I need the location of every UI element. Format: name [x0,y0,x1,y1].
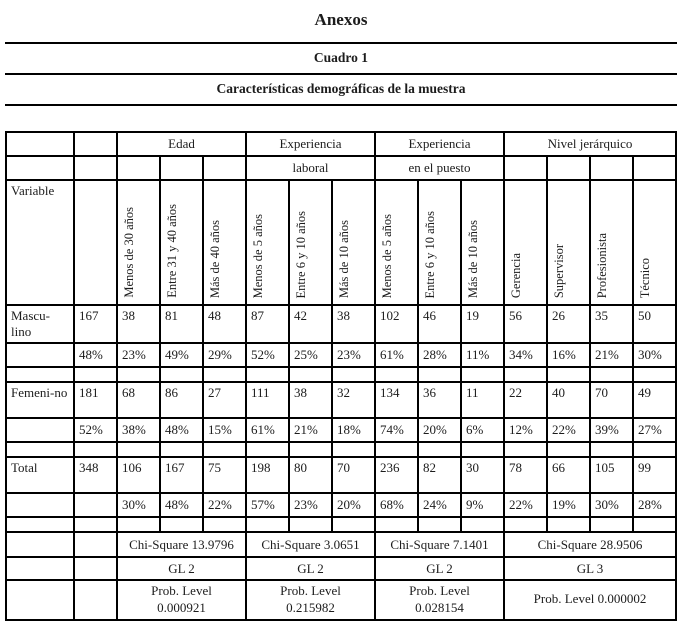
column-header [590,180,633,305]
data-cell: 9% [461,493,504,517]
column-header [117,180,160,305]
prob-level-exp-puesto [375,580,504,620]
data-cell: 66 [547,457,590,493]
empty-cell [590,442,633,457]
data-cell: 38 [332,305,375,343]
data-cell: 11 [461,382,504,418]
spacer-row [6,517,676,532]
empty-cell [504,442,547,457]
empty-cell [74,532,117,557]
data-cell: 48% [160,493,203,517]
gl-exp-puesto: GL 2 [375,557,504,580]
column-header-label: Profesionista [595,232,609,298]
data-cell: 26 [547,305,590,343]
column-header [547,180,590,305]
empty-cell [375,367,418,382]
empty-cell [633,442,676,457]
column-header-label: Menos de 5 años [251,213,265,298]
data-cell: 22% [547,418,590,442]
data-cell: 16% [547,343,590,367]
data-cell: 50 [633,305,676,343]
empty-cell [74,517,117,532]
data-cell: 27% [633,418,676,442]
data-cell: 6% [461,418,504,442]
empty-cell [246,517,289,532]
empty-cell [590,367,633,382]
chi-square-row [6,532,676,557]
empty-cell [504,367,547,382]
empty-cell [74,156,117,180]
empty-cell [633,156,676,180]
page-title: Anexos [314,10,368,29]
data-cell: 23% [289,493,332,517]
data-cell: 25% [289,343,332,367]
data-cell: 48 [203,305,246,343]
data-cell: 19% [547,493,590,517]
data-cell: 236 [375,457,418,493]
data-cell: 23% [117,343,160,367]
empty-cell [6,367,74,382]
data-cell: 36 [418,382,461,418]
empty-cell [332,442,375,457]
demographics-table [5,131,677,621]
prob-label: Prob. Level 0.000002 [533,591,647,607]
data-cell: 134 [375,382,418,418]
row-total: 348 [74,457,117,493]
data-cell: 111 [246,382,289,418]
empty-cell [375,442,418,457]
column-header-label: Más de 40 años [208,219,222,298]
data-cell: 22% [504,493,547,517]
data-cell: 75 [203,457,246,493]
prob-level-row [6,580,676,620]
empty-cell [117,367,160,382]
chi-square-exp-puesto: Chi-Square 7.1401 [375,532,504,557]
data-cell: 46 [418,305,461,343]
data-cell: 61% [375,343,418,367]
prob-value: 0.215982 [286,599,335,615]
column-header [375,180,418,305]
prob-label: Prob. Level [280,583,341,598]
empty-cell [504,517,547,532]
spacer-row [6,367,676,382]
empty-cell [6,517,74,532]
data-cell: 61% [246,418,289,442]
empty-cell [461,517,504,532]
data-cell: 70 [332,457,375,493]
column-header-label: Gerencia [509,252,523,298]
chi-square-nivel: Chi-Square 28.9506 [504,532,676,557]
data-cell: 57% [246,493,289,517]
empty-cell [6,532,74,557]
data-cell: 39% [590,418,633,442]
variable-header: Variable [6,180,74,305]
empty-cell [461,367,504,382]
data-cell: 18% [332,418,375,442]
empty-cell [418,367,461,382]
prob-level-nivel [504,580,676,620]
data-cell: 38% [117,418,160,442]
row-total: 52% [74,418,117,442]
column-header-label: Supervisor [552,243,566,298]
empty-cell [160,156,203,180]
column-header-label: Más de 10 años [337,219,351,298]
row-label [6,493,74,517]
data-cell: 35 [590,305,633,343]
data-cell: 40 [547,382,590,418]
data-cell: 22% [203,493,246,517]
data-cell: 11% [461,343,504,367]
empty-cell [74,132,117,156]
empty-cell [74,367,117,382]
data-cell: 20% [418,418,461,442]
empty-cell [74,442,117,457]
data-cell: 167 [160,457,203,493]
table-row-femenino-pct [6,418,676,442]
row-label [6,418,74,442]
empty-cell [6,580,74,620]
data-cell: 82 [418,457,461,493]
column-header [332,180,375,305]
data-cell: 30 [461,457,504,493]
gl-nivel: GL 3 [504,557,676,580]
group-subheader-laboral: laboral [246,156,375,180]
data-cell: 52% [246,343,289,367]
data-cell: 20% [332,493,375,517]
data-cell: 15% [203,418,246,442]
empty-cell [633,367,676,382]
chi-square-edad: Chi-Square 13.9796 [117,532,246,557]
empty-cell [203,442,246,457]
empty-cell [289,442,332,457]
empty-cell [418,517,461,532]
empty-cell [289,367,332,382]
prob-value: 0.000921 [157,599,206,615]
data-cell: 27 [203,382,246,418]
row-total: 48% [74,343,117,367]
empty-cell [590,517,633,532]
prob-level-edad [117,580,246,620]
data-cell: 24% [418,493,461,517]
table-row-total [6,457,676,493]
empty-cell [246,442,289,457]
column-header-label: Menos de 30 años [122,207,136,298]
column-header [633,180,676,305]
column-header-label: Menos de 5 años [380,213,394,298]
empty-cell [74,180,117,305]
table-title: Características demográficas de la muestra [216,81,466,96]
empty-cell [74,557,117,580]
column-header-label: Entre 6 y 10 años [423,210,437,298]
row-label: Mascu-lino [6,305,74,343]
data-cell: 30% [633,343,676,367]
empty-cell [633,517,676,532]
empty-cell [6,442,74,457]
data-cell: 28% [633,493,676,517]
group-header-experiencia-puesto: Experiencia [375,132,504,156]
group-header-nivel-jerarquico: Nivel jerárquico [504,132,676,156]
data-cell: 49 [633,382,676,418]
data-cell: 30% [590,493,633,517]
horizontal-rule [5,104,677,106]
data-cell: 21% [590,343,633,367]
data-cell: 48% [160,418,203,442]
data-cell: 106 [117,457,160,493]
empty-cell [203,367,246,382]
column-header [289,180,332,305]
empty-cell [203,517,246,532]
data-cell: 80 [289,457,332,493]
group-header-edad: Edad [117,132,246,156]
group-subheader-row [6,156,676,180]
empty-cell [547,367,590,382]
group-header-row [6,132,676,156]
row-total: 167 [74,305,117,343]
column-header [203,180,246,305]
data-cell: 12% [504,418,547,442]
empty-cell [547,156,590,180]
group-subheader-en-el-puesto: en el puesto [375,156,504,180]
empty-cell [332,517,375,532]
empty-cell [418,442,461,457]
data-cell: 102 [375,305,418,343]
column-header [504,180,547,305]
empty-cell [6,156,74,180]
data-cell: 70 [590,382,633,418]
table-row-masculino [6,305,676,343]
row-total [74,493,117,517]
empty-cell [160,442,203,457]
gl-row [6,557,676,580]
empty-cell [246,367,289,382]
empty-cell [6,132,74,156]
prob-label: Prob. Level [409,583,470,598]
empty-cell [504,156,547,180]
empty-cell [332,367,375,382]
data-cell: 74% [375,418,418,442]
data-cell: 99 [633,457,676,493]
empty-cell [461,442,504,457]
spacer-row [6,442,676,457]
data-cell: 23% [332,343,375,367]
empty-cell [289,517,332,532]
row-total: 181 [74,382,117,418]
empty-cell [117,442,160,457]
data-cell: 38 [289,382,332,418]
prob-level-exp-laboral [246,580,375,620]
table-row-masculino-pct [6,343,676,367]
column-header [246,180,289,305]
column-header-label: Entre 6 y 10 años [294,210,308,298]
column-header [160,180,203,305]
data-cell: 87 [246,305,289,343]
data-cell: 78 [504,457,547,493]
cuadro-label: Cuadro 1 [313,50,369,65]
data-cell: 81 [160,305,203,343]
group-header-experiencia-laboral: Experiencia [246,132,375,156]
empty-cell [375,517,418,532]
empty-cell [74,580,117,620]
data-cell: 49% [160,343,203,367]
data-cell: 29% [203,343,246,367]
data-cell: 21% [289,418,332,442]
data-cell: 68 [117,382,160,418]
data-cell: 105 [590,457,633,493]
data-cell: 56 [504,305,547,343]
empty-cell [160,367,203,382]
prob-value: 0.028154 [415,599,464,615]
empty-cell [6,557,74,580]
empty-cell [117,517,160,532]
column-header-row [6,180,676,305]
data-cell: 22 [504,382,547,418]
row-label: Total [6,457,74,493]
table-row-femenino [6,382,676,418]
data-cell: 19 [461,305,504,343]
empty-cell [547,517,590,532]
prob-label: Prob. Level [151,583,212,598]
data-cell: 30% [117,493,160,517]
data-cell: 42 [289,305,332,343]
data-cell: 32 [332,382,375,418]
column-header [418,180,461,305]
column-header-label: Entre 31 y 40 años [165,204,179,298]
column-header-label: Más de 10 años [466,219,480,298]
table-row-total-pct [6,493,676,517]
row-label: Femeni-no [6,382,74,418]
data-cell: 198 [246,457,289,493]
data-cell: 68% [375,493,418,517]
column-header-label: Técnico [638,257,652,298]
gl-exp-laboral: GL 2 [246,557,375,580]
data-cell: 86 [160,382,203,418]
row-label [6,343,74,367]
empty-cell [203,156,246,180]
gl-edad: GL 2 [117,557,246,580]
empty-cell [117,156,160,180]
empty-cell [547,442,590,457]
empty-cell [590,156,633,180]
column-header [461,180,504,305]
chi-square-exp-laboral: Chi-Square 3.0651 [246,532,375,557]
data-cell: 38 [117,305,160,343]
data-cell: 34% [504,343,547,367]
data-cell: 28% [418,343,461,367]
empty-cell [160,517,203,532]
